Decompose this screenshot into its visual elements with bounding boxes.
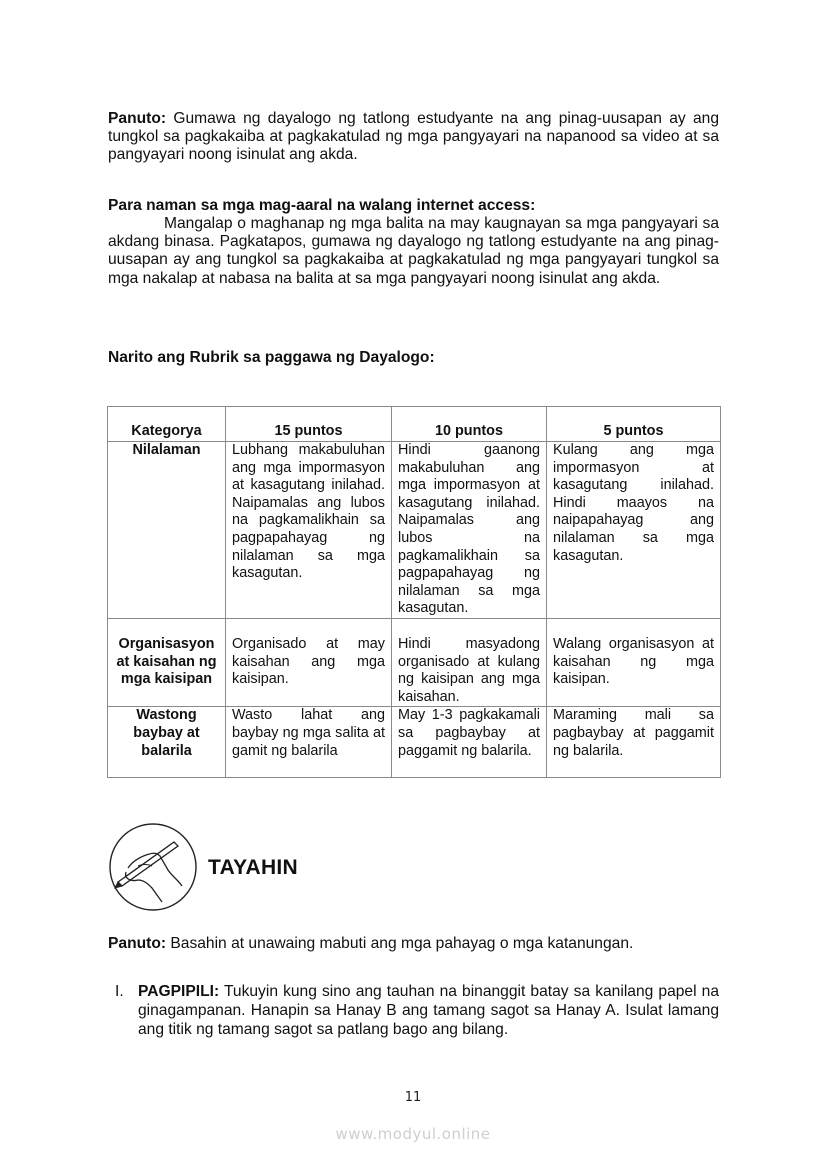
column-header: Kategorya: [108, 407, 226, 442]
panuto-label: Panuto:: [108, 935, 167, 952]
criteria-cell: May 1-3 pagkakamali sa pagbaybay at paggamit ng balarila.: [392, 707, 547, 778]
watermark: www.modyul.online: [335, 1125, 491, 1143]
criteria-cell: Organisado at may kaisahan ang mga kaisipan.: [226, 619, 392, 707]
list-item-body: [138, 982, 719, 1039]
category-cell: Nilalaman: [108, 442, 226, 619]
criteria-cell: Wasto lahat ang baybay ng mga salita at gamit ng balarila: [226, 707, 392, 778]
tayahin-panuto: [108, 935, 719, 953]
page-number: 11: [404, 1090, 422, 1105]
table-row: [108, 442, 721, 619]
category-cell: Organisasyon at kaisahan ng mga kaisipan: [108, 619, 226, 707]
list-item-label: PAGPIPILI:: [138, 983, 220, 1000]
no-internet-text: Mangalap o maghanap ng mga balita na may kaugnayan sa mga pangyayari sa akdang binasa. Pagkatapos, gumawa ng dayalogo ng tatlong estudyante na ang pinag-uusapan ay ang tungkol sa pagkakaiba at pagkakatulad ng mga pangyayari tungkol sa mga nakalap at nabasa na balita at sa mga pangyayari noong isinulat ang akda.: [108, 215, 719, 287]
no-internet-heading: Para naman sa mga mag-aaral na walang internet access:: [108, 197, 536, 214]
hand-writing-pencil-icon: [108, 822, 198, 912]
category-cell: Wastong baybay at balarila: [108, 707, 226, 778]
table-row: [108, 619, 721, 707]
criteria-cell: Hindi gaanong makabuluhan ang mga impormasyon at kasagutang inilahad. Naipamalas ang lubos na pagkamalikhain sa pagpapahayag ng nilalaman sa mga kasagutan.: [392, 442, 547, 619]
table-row: [108, 707, 721, 778]
panuto-paragraph: [108, 110, 719, 165]
column-header: 5 puntos: [547, 407, 721, 442]
criteria-cell: Kulang ang mga impormasyon at kasagutang inilahad. Hindi maayos na naipapahayag ang nilalaman sa mga kasagutan.: [547, 442, 721, 619]
list-item-text: Tukuyin kung sino ang tauhan na binanggit batay sa kanilang papel na ginagampanan. Hanapin sa Hanay B ang tamang sagot sa Hanay A. Isulat lamang ang titik ng tamang sagot sa patlang bago ang bilang.: [138, 983, 719, 1038]
criteria-cell: Lubhang makabuluhan ang mga impormasyon at kasagutang inilahad. Naipamalas ang lubos na pagkamalikhain sa pagpapahayag ng nilalaman sa mga kasagutan.: [226, 442, 392, 619]
list-item-pagpipili: [115, 982, 719, 1039]
panuto-text: Basahin at unawaing mabuti ang mga pahayag o mga katanungan.: [166, 935, 634, 952]
table-header-row: [108, 407, 721, 442]
criteria-cell: Walang organisasyon at kaisahan ng mga kaisipan.: [547, 619, 721, 707]
criteria-cell: Maraming mali sa pagbaybay at paggamit ng balarila.: [547, 707, 721, 778]
panuto-label: Panuto:: [108, 110, 167, 127]
criteria-cell: Hindi masyadong organisado at kulang ng kaisipan ang mga kaisahan.: [392, 619, 547, 707]
tayahin-heading: TAYAHIN: [208, 856, 299, 879]
rubric-title: Narito ang Rubrik sa paggawa ng Dayalogo:: [108, 349, 435, 366]
column-header: 10 puntos: [392, 407, 547, 442]
column-header: 15 puntos: [226, 407, 392, 442]
rubric-table: [107, 406, 721, 778]
list-item-number: I.: [115, 983, 124, 1000]
panuto-text: Gumawa ng dayalogo ng tatlong estudyante na ang pinag-uusapan ay ang tungkol sa pagkakaiba at pagkakatulad ng mga pangyayari na napanood sa video at sa pangyayari noong isinulat ang akda.: [108, 110, 719, 164]
